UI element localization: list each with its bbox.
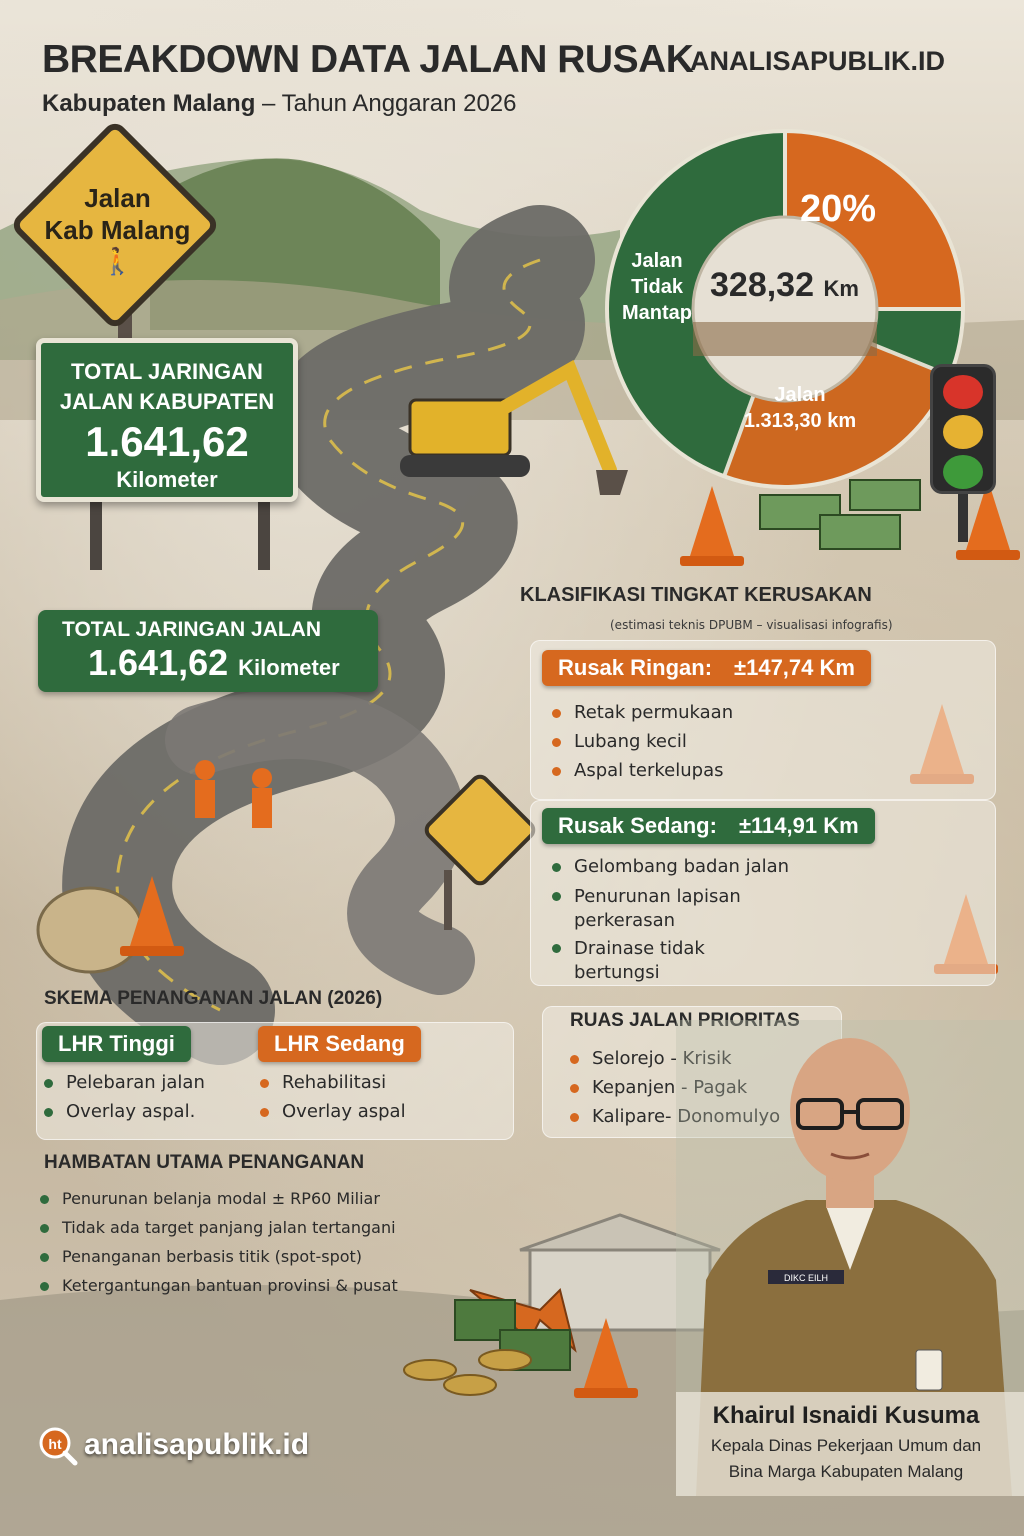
official-role-line1: Kepala Dinas Pekerjaan Umum dan xyxy=(710,1436,982,1455)
list-item: Kalipare- Donomulyo xyxy=(566,1102,780,1131)
donut-green-label-3: Mantap xyxy=(622,302,692,324)
hambatan-list xyxy=(36,1184,398,1300)
donut-orange-value: 1.313,30 km xyxy=(743,410,857,432)
board-unit: Kilometer xyxy=(116,467,218,492)
list-item: Overlay aspal xyxy=(256,1097,406,1126)
official-role-line2: Bina Marga Kabupaten Malang xyxy=(728,1462,964,1481)
svg-text:ht: ht xyxy=(48,1436,62,1452)
donut-green-label-1: Jalan xyxy=(631,250,683,272)
classification-note: (estimasi teknis DPUBM – visualisasi infografis) xyxy=(610,618,893,632)
analisapublik-logo-icon xyxy=(38,1426,78,1466)
rusak-sedang-tag xyxy=(542,808,875,844)
rusak-ringan-value: ±147,74 Km xyxy=(734,655,855,680)
hambatan-title: HAMBATAN UTAMA PENANGANAN xyxy=(44,1152,365,1173)
donut-orange-title: Jalan xyxy=(774,384,826,406)
list-item: Pelebaran jalan xyxy=(40,1068,205,1097)
donut-center-value xyxy=(710,266,859,305)
board-post-left xyxy=(90,500,102,570)
donut-center-unit: Km xyxy=(823,276,859,301)
page-subtitle xyxy=(42,90,517,118)
list-item: Gelombang badan jalan xyxy=(548,852,798,881)
total-network-board xyxy=(36,338,298,502)
banner-unit: Kilometer xyxy=(238,655,340,680)
classification-title: KLASIFIKASI TINGKAT KERUSAKAN xyxy=(520,584,872,606)
list-item: Kepanjen - Pagak xyxy=(566,1073,780,1102)
rusak-ringan-tag xyxy=(542,650,871,686)
lhr-tinggi-tag: LHR Tinggi xyxy=(42,1026,191,1062)
donut-hole xyxy=(693,217,877,401)
list-item: Penanganan berbasis titik (spot-spot) xyxy=(36,1242,398,1271)
board-post-right xyxy=(258,500,270,570)
list-item: Ketergantungan bantuan provinsi & pusat xyxy=(36,1271,398,1300)
banner-value: 1.641,62 xyxy=(88,642,229,683)
prioritas-title: RUAS JALAN PRIORITAS xyxy=(570,1010,800,1031)
skema-title: SKEMA PENANGANAN JALAN (2026) xyxy=(44,988,383,1009)
rusak-ringan-label: Rusak Ringan: xyxy=(558,655,713,680)
footer-site-name: analisapublik.id xyxy=(84,1428,310,1461)
subtitle-year: – Tahun Anggaran 2026 xyxy=(255,90,517,117)
donut-orange-label xyxy=(730,382,870,434)
yellow-light-icon xyxy=(943,415,983,449)
page-title: BREAKDOWN DATA JALAN RUSAK xyxy=(42,38,694,81)
traffic-cone-icon xyxy=(690,486,744,566)
list-item: Rehabilitasi xyxy=(256,1068,406,1097)
board-line1: TOTAL JARINGAN xyxy=(71,359,263,384)
donut-green-label xyxy=(612,248,702,326)
green-light-icon xyxy=(943,455,983,489)
lhr-sedang-list xyxy=(256,1068,406,1126)
uniform-name-tag: DIKC EILH xyxy=(783,1273,829,1283)
road-sign-text xyxy=(25,182,210,276)
list-item: Selorejo - Krisik xyxy=(566,1044,780,1073)
list-item: Lubang kecil xyxy=(548,727,733,756)
list-item: Aspal terkelupas xyxy=(548,756,733,785)
traffic-light-pole xyxy=(958,494,968,542)
lhr-sedang-tag: LHR Sedang xyxy=(258,1026,421,1062)
list-item: Penurunan belanja modal ± RP60 Miliar xyxy=(36,1184,398,1213)
rusak-sedang-label: Rusak Sedang: xyxy=(558,813,717,838)
red-light-icon xyxy=(943,375,983,409)
traffic-light-icon xyxy=(930,364,996,494)
list-item: Tidak ada target panjang jalan tertangani xyxy=(36,1213,398,1242)
list-item: Overlay aspal. xyxy=(40,1097,205,1126)
official-name: Khairul Isnaidi Kusuma xyxy=(712,1402,980,1429)
total-network-banner xyxy=(38,610,378,692)
donut-soil-band xyxy=(693,322,877,356)
list-item: Retak permukaan xyxy=(548,698,733,727)
road-sign-line2: Kab Malang xyxy=(44,215,191,245)
donut-center-number: 328,32 xyxy=(710,266,814,304)
rusak-ringan-list xyxy=(548,698,733,785)
board-line2: JALAN KABUPATEN xyxy=(59,389,275,414)
traffic-cone-icon xyxy=(130,876,184,956)
site-name-header: ANALISAPUBLIK.ID xyxy=(690,46,945,76)
banner-value-row xyxy=(62,642,378,684)
board-value: 1.641,62 xyxy=(85,418,249,465)
list-item: Penurunan lapisan perkerasan xyxy=(548,881,758,933)
banner-label: TOTAL JARINGAN JALAN xyxy=(62,618,322,641)
list-item: Drainase tidak bertungsi xyxy=(548,933,758,985)
donut-percent: 20% xyxy=(800,188,877,230)
road-sign-line1: Jalan xyxy=(84,183,151,213)
walking-figure-icon: 🚶 xyxy=(101,246,134,276)
donut-green-label-2: Tidak xyxy=(631,276,683,298)
rusak-sedang-list xyxy=(548,852,790,985)
traffic-cone-icon xyxy=(584,1318,638,1398)
lhr-tinggi-list xyxy=(40,1068,205,1126)
subtitle-region: Kabupaten Malang xyxy=(42,90,256,117)
rusak-sedang-value: ±114,91 Km xyxy=(738,813,859,838)
